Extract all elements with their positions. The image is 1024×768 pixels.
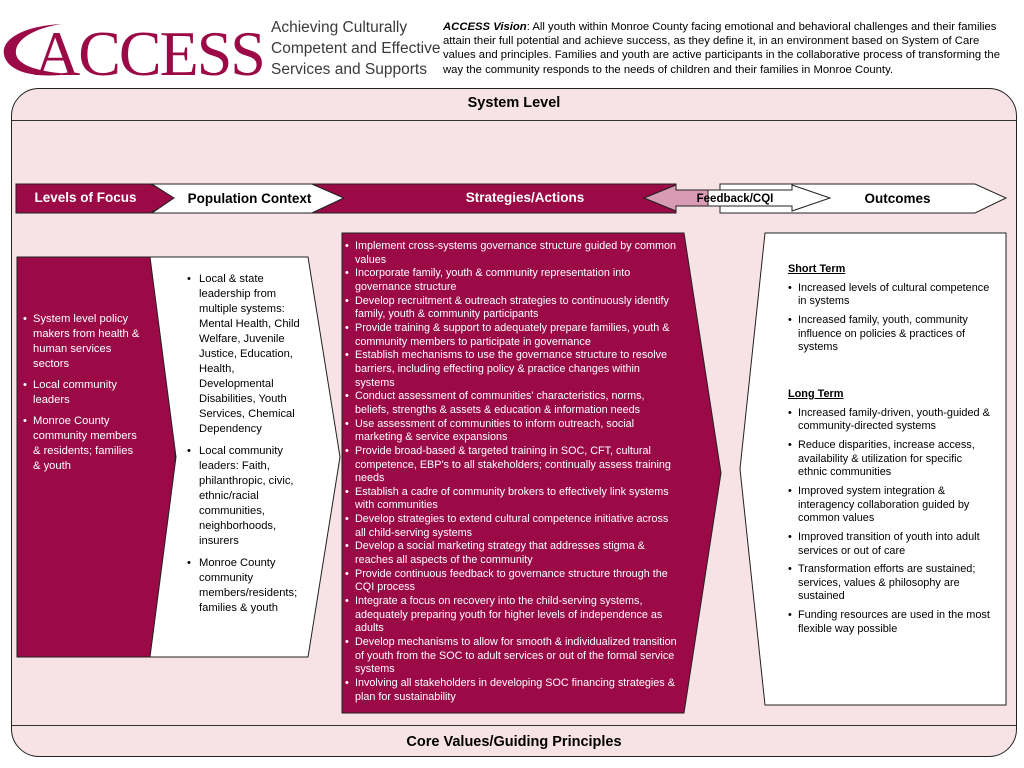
- list-item: • Establish mechanisms to use the governance structure to resolve barriers, including effecting policy & practice changes within systems: [345, 349, 681, 390]
- list-item: • Incorporate family, youth & community representation into governance structure: [345, 267, 681, 294]
- feedback-cqi-label: Feedback/CQI: [696, 193, 774, 205]
- list-item: • Funding resources are used in the most flexible way possible: [788, 609, 993, 636]
- tagline-line: Services and Supports: [271, 61, 427, 78]
- levels-of-focus-label: Levels of Focus: [34, 190, 137, 205]
- list-item: • Provide continuous feedback to governance structure through the CQI process: [345, 568, 681, 595]
- list-item: • Increased levels of cultural competence in systems: [788, 282, 993, 309]
- vision-label: ACCESS Vision: [443, 21, 527, 33]
- list-item: • System level policy makers from health & human services sectors: [23, 312, 141, 372]
- list-item: • Develop mechanisms to allow for smooth & individualized transition of youth from the SOC to adult services or out of the formal service systems: [345, 636, 681, 677]
- list-item: • Reduce disparities, increase access, availability & utilization for specific ethnic communities: [788, 439, 993, 480]
- list-item: • Develop recruitment & outreach strategies to continuously identify family, youth & community participants: [345, 295, 681, 322]
- core-values-title: Core Values/Guiding Principles: [406, 734, 622, 750]
- list-item: • Integrate a focus on recovery into the child-serving systems, adequately preparing youth for higher levels of independence as adults: [345, 595, 681, 636]
- list-item: • Develop strategies to extend cultural competence initiative across all child-serving systems: [345, 513, 681, 540]
- outcomes-label: Outcomes: [864, 191, 931, 206]
- levels-list: [23, 312, 141, 480]
- list-item: • Monroe County community members/residents; families & youth: [187, 556, 309, 616]
- population-list: [187, 272, 309, 623]
- outcomes-content: [788, 263, 993, 641]
- list-item: • Conduct assessment of communities' characteristics, norms, beliefs, strengths & assets & education & information needs: [345, 390, 681, 417]
- list-item: • Improved system integration & interagency collaboration guided by common values: [788, 485, 993, 526]
- list-item: • Develop a social marketing strategy that addresses stigma & reaches all aspects of the community: [345, 540, 681, 567]
- list-item: • Improved transition of youth into adult services or out of care: [788, 531, 993, 558]
- list-item: • Local community leaders: [23, 378, 141, 408]
- list-item: • Increased family-driven, youth-guided & community-directed systems: [788, 407, 993, 434]
- list-item: • Monroe County community members & residents; families & youth: [23, 414, 141, 474]
- list-item: • Transformation efforts are sustained; services, values & philosophy are sustained: [788, 563, 993, 604]
- logo-wordmark: ACCESS: [34, 18, 264, 88]
- tagline-line: Achieving Culturally: [271, 19, 408, 36]
- list-item: • Provide broad-based & targeted training in SOC, CFT, cultural competence, EBP's to all stakeholders; continually assess training needs: [345, 445, 681, 486]
- tagline-line: Competent and Effective: [271, 40, 441, 57]
- list-item: • Involving all stakeholders in developing SOC financing strategies & plan for sustainability: [345, 677, 681, 704]
- list-item: • Use assessment of communities to inform outreach, social marketing & service expansions: [345, 418, 681, 445]
- system-level-title: System Level: [467, 95, 561, 111]
- list-item: • Local & state leadership from multiple systems: Mental Health, Child Welfare, Juvenile Justice, Education, Health, Developmental Disabilities, Youth Services, Chemical Dependency: [187, 272, 309, 437]
- strategies-list: [345, 240, 681, 704]
- list-item: • Provide training & support to adequately prepare families, youth & community members to participate in governance: [345, 322, 681, 349]
- list-item: • Establish a cadre of community brokers to effectively link systems with communities: [345, 486, 681, 513]
- vision-text: : All youth within Monroe County facing emotional and behavioral challenges and their families attain their full potential and achieve success, as they define it, in an environment based on System of Care values and principles. Families and youth are active participants in the collaborative process of transforming the way the community responds to the needs of children and their families in Monroe County.: [443, 21, 1000, 76]
- short-term-heading: Short Term: [788, 263, 846, 275]
- population-context-label: Population Context: [187, 191, 312, 206]
- list-item: • Implement cross-systems governance structure guided by common values: [345, 240, 681, 267]
- short-term-list: [788, 282, 993, 355]
- strategies-actions-label: Strategies/Actions: [465, 190, 585, 205]
- long-term-heading: Long Term: [788, 387, 844, 400]
- long-term-list: [788, 407, 993, 637]
- list-item: • Increased family, youth, community influence on policies & practices of systems: [788, 314, 993, 355]
- list-item: • Local community leaders: Faith, philanthropic, civic, ethnic/racial communities, neighborhoods, insurers: [187, 444, 309, 549]
